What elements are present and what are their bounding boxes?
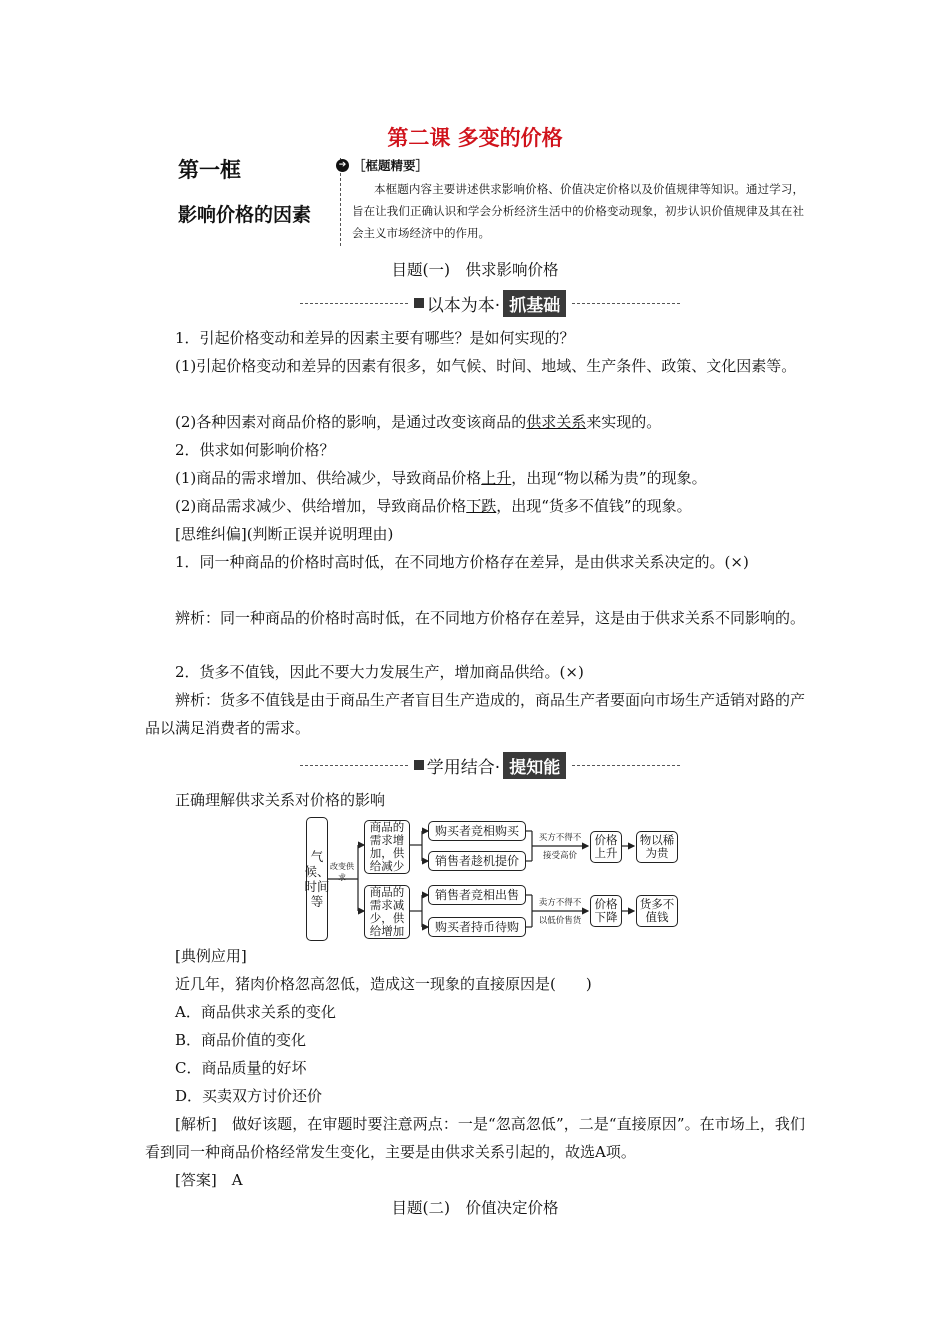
square-icon xyxy=(414,760,424,770)
factors-box: 气候、时间等 xyxy=(306,817,328,941)
answer-1-1: (1)引起价格变动和差异的因素有很多，如气候、时间、地域、生产条件、政策、文化因素等。 xyxy=(175,357,797,375)
diagram-title: 正确理解供求关系对价格的影响 xyxy=(175,791,386,809)
down-effect-box: 货多不值钱 xyxy=(636,895,678,927)
banner-highlight: 抓基础 xyxy=(503,290,566,317)
up-result-box: 价格上升 xyxy=(590,831,622,863)
down-cause-box: 商品的需求减少，供给增加 xyxy=(364,885,410,939)
option-b: B．商品价值的变化 xyxy=(175,1031,307,1049)
banner-dash-left xyxy=(300,303,408,304)
essentials-label: ［框题精要］ xyxy=(353,158,429,173)
square-icon xyxy=(414,298,424,308)
down-arrow-label-2: 以低价售货 xyxy=(538,916,582,926)
essentials-heading xyxy=(336,156,428,174)
down-arrow-label-1: 卖方不得不 xyxy=(538,898,582,908)
up-effect-box: 物以稀为贵 xyxy=(636,831,678,863)
question-1: 1．引起价格变动和差异的因素主要有哪些？是如何实现的？ xyxy=(175,329,575,347)
frame-title: 影响价格的因素 xyxy=(178,204,312,226)
think-label: [思维纠偏](判断正误并说明理由) xyxy=(175,525,394,543)
frame-number: 第一框 xyxy=(178,158,241,182)
analysis: [解析] 做好该题，在审题时要注意两点：一是“忽高忽低”，二是“直接原因”。在市场上，我们看到同一种商品价格经常发生变化，主要是由供求关系引起的，故选A项。 xyxy=(145,1115,805,1161)
option-c: C．商品质量的好坏 xyxy=(175,1059,307,1077)
lesson-title: 第二课 多变的价格 xyxy=(387,126,563,150)
example-label: [典例应用] xyxy=(175,947,247,965)
question-2: 2．供求如何影响价格？ xyxy=(175,441,335,459)
option-d: D．买卖双方讨价还价 xyxy=(175,1087,323,1105)
down-result-box: 价格下降 xyxy=(590,895,622,927)
text-part: ，出现“货多不值钱”的现象。 xyxy=(496,497,692,515)
banner-basics xyxy=(300,288,680,318)
banner-text xyxy=(408,290,572,317)
answer-2-2 xyxy=(145,492,805,520)
text-part: (1)商品的需求增加、供给减少，导致商品价格 xyxy=(175,469,482,487)
underlined-term: 下跌 xyxy=(466,497,497,515)
arrow-circle-icon: ➔ xyxy=(336,159,349,172)
answer-2-1 xyxy=(145,464,805,492)
underlined-term: 上升 xyxy=(481,469,512,487)
up-behavior-2: 销售者趁机提价 xyxy=(428,851,526,871)
banner-text xyxy=(408,752,572,779)
banner-skills xyxy=(300,750,680,780)
think-1: 1．同一种商品的价格时高时低，在不同地方价格存在差异，是由供求关系决定的。(×) xyxy=(175,553,749,571)
banner-dash-right xyxy=(572,303,680,304)
banner-dash-left xyxy=(300,765,408,766)
down-behavior-2: 购买者持币待购 xyxy=(428,917,526,937)
up-cause-box: 商品的需求增加，供给减少 xyxy=(364,820,410,874)
think-2: 2．货多不值钱，因此不要大力发展生产，增加商品供给。(×) xyxy=(175,663,584,681)
think-1-analysis: 辨析：同一种商品的价格时高时低，在不同地方价格存在差异，这是由于供求关系不同影响的。 xyxy=(175,609,806,627)
change-label: 改变供求 xyxy=(330,862,354,882)
think-2-analysis: 辨析：货多不值钱是由于商品生产者盲目生产造成的，商品生产者要面向市场生产适销对路的产品以满足消费者的需求。 xyxy=(145,691,806,737)
up-arrow-label-1: 买方不得不 xyxy=(538,833,582,843)
text-part: (2)各种因素对商品价格的影响，是通过改变该商品的 xyxy=(175,413,527,431)
banner-label: 以本为本· xyxy=(426,295,501,316)
banner-label: 学用结合· xyxy=(426,757,501,778)
underlined-term: 供求关系 xyxy=(526,413,587,431)
example-question: 近几年，猪肉价格忽高忽低，造成这一现象的直接原因是( ) xyxy=(175,975,592,993)
banner-dash-right xyxy=(572,765,680,766)
answer-1-2 xyxy=(145,408,805,436)
text-part: 来实现的。 xyxy=(586,413,662,431)
banner-highlight: 提知能 xyxy=(503,752,566,779)
up-arrow-label-2: 接受高价 xyxy=(542,851,577,861)
up-behavior-1: 购买者竞相购买 xyxy=(428,821,526,841)
answer: [答案] A xyxy=(175,1171,243,1189)
option-a: A．商品供求关系的变化 xyxy=(175,1003,336,1021)
supply-demand-diagram xyxy=(300,815,690,943)
down-behavior-1: 销售者竞相出售 xyxy=(428,885,526,905)
section-title-1: 目题(一) 供求影响价格 xyxy=(391,261,559,279)
section-title-2: 目题(二) 价值决定价格 xyxy=(391,1199,559,1217)
text-part: (2)商品需求减少、供给增加，导致商品价格 xyxy=(175,497,467,515)
text-part: ，出现“物以稀为贵”的现象。 xyxy=(511,469,707,487)
essentials-text: 本框题内容主要讲述供求影响价格、价值决定价格以及价值规律等知识。通过学习，旨在让我们正确认识和学会分析经济生活中的价格变动现象，初步认识价值规律及其在社会主义市场经济中的作用。 xyxy=(352,182,804,240)
